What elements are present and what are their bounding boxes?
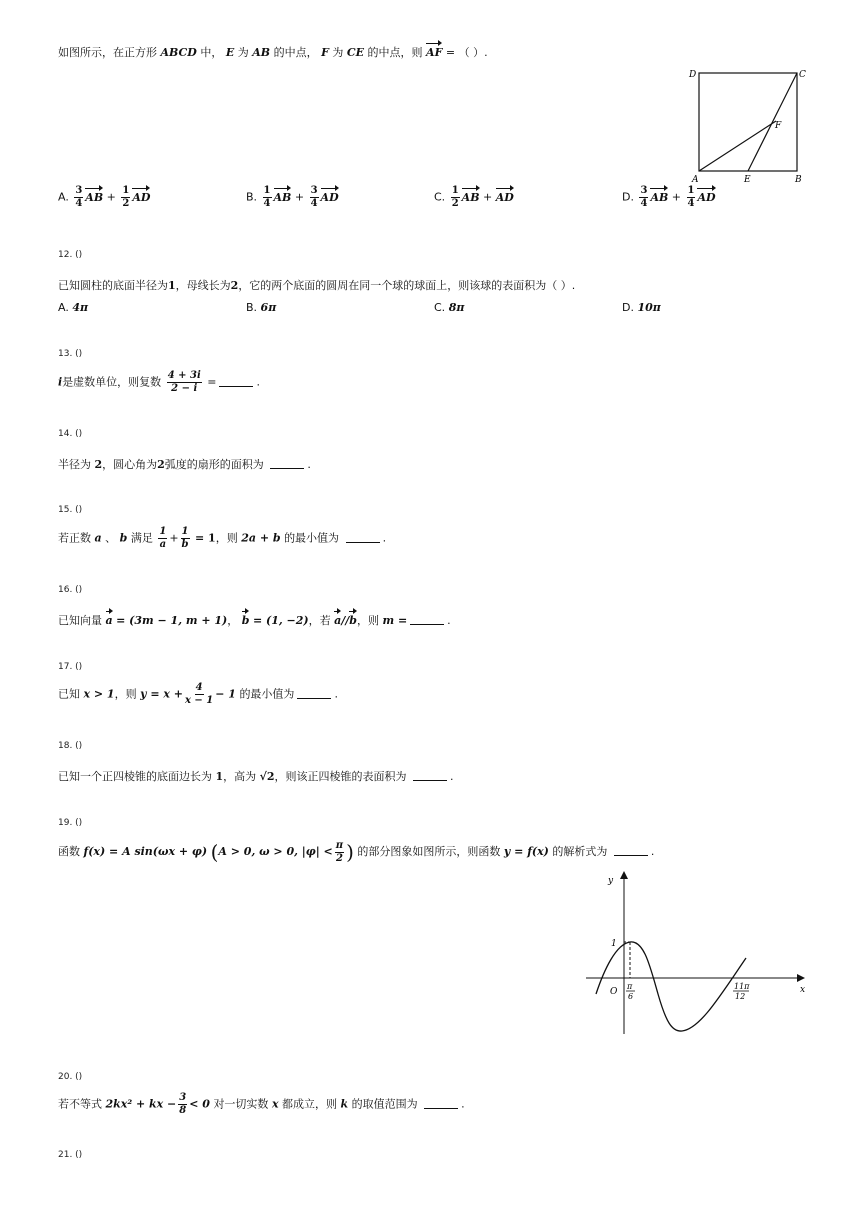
q12-stem: 已知圆柱的底面半径为1，母线长为2，它的两个底面的圆周在同一个球的球面上，则该球的表面积为（ ）. [58,279,576,292]
q12-number: 12. () [58,250,83,260]
square-figure [684,64,812,188]
q11-option-c[interactable]: C. $\frac{1}{2}$ AB + AD [434,185,514,209]
vector-af: AF [426,46,443,59]
tick-label-12: 12 [735,992,746,1001]
q17-number: 17. () [58,662,83,672]
line-af [699,121,776,171]
q11-option-d[interactable]: D. $\frac{3}{4}$ AB + $\frac{1}{4}$ AD [622,185,716,209]
q14-number: 14. () [58,429,83,439]
q18-stem: 已知一个正四棱锥的底面边长为 1，高为 √2，则该正四棱锥的表面积为 . [58,770,454,783]
tick-label-pi: π [627,982,633,991]
label-b: B [795,175,802,185]
q16-number: 16. () [58,585,83,595]
q17-stem: 已知 x > 1，则 y = x + $\frac{4}{x - 1}$ − 1 的最小值为 . [58,682,338,706]
label-a: A [692,175,699,185]
q15-stem: 若正数 a 、 b 满足 $\frac{1}{a}$ + $\frac{1}{b}$ = 1，则 2a + b 的最小值为 . [58,526,387,550]
label-f: F [775,121,782,131]
q12-option-c[interactable]: C. 8π [434,301,465,314]
q11-option-a[interactable]: A. $\frac{3}{4}$ AB + $\frac{1}{2}$ AD [58,185,151,209]
tick-label-one: 1 [611,939,617,949]
q14-stem: 半径为 2，圆心角为2弧度的扇形的面积为 . [58,458,311,471]
sine-graph [582,866,810,1038]
q20-number: 20. () [58,1072,83,1082]
q11-option-b[interactable]: B. $\frac{1}{4}$ AB + $\frac{3}{4}$ AD [246,185,339,209]
q18-number: 18. () [58,741,83,751]
q12-option-d[interactable]: D. 10π [622,301,661,314]
sine-curve [596,942,746,1031]
q19-answer-blank[interactable] [614,855,648,856]
q13-stem: i是虚数单位，则复数 $\frac{4 + 3i}{2 - i}$ = . [58,370,260,394]
y-axis-label: y [608,876,614,886]
q16-answer-blank[interactable] [410,624,444,625]
q19-number: 19. () [58,818,83,828]
q19-stem: 函数 f(x) = A sin(ωx + φ) (A > 0, ω > 0, |φ| < $\frac{\pi}{2}$ ) 的部分图象如图所示，则函数 y = f(x) 的解析式为 . [58,839,655,864]
square-outline [699,73,797,171]
origin-label: O [610,987,618,997]
label-c: C [799,70,806,80]
tick-label-11pi: 11π [734,982,750,991]
q15-answer-blank[interactable] [346,542,380,543]
q20-answer-blank[interactable] [424,1108,458,1109]
label-e: E [744,175,751,185]
q14-answer-blank[interactable] [270,468,304,469]
q13-answer-blank[interactable] [219,386,253,387]
q12-option-a[interactable]: A. 4π [58,301,89,314]
q21-number: 21. () [58,1150,83,1160]
q15-number: 15. () [58,505,83,515]
q20-stem: 若不等式 2kx² + kx − $\frac{3}{8}$ < 0 对一切实数 x 都成立，则 k 的取值范围为 . [58,1092,465,1116]
q18-answer-blank[interactable] [413,780,447,781]
line-ec [748,73,797,171]
label-d: D [689,70,697,80]
q13-number: 13. () [58,349,83,359]
x-axis-label: x [800,985,806,995]
q16-stem: 已知向量 a = (3m − 1, m + 1)， b = (1, −2)，若 a//b，则 m = . [58,614,451,627]
tick-label-six: 6 [628,992,634,1001]
q11-stem: 如图所示，在正方形 ABCD 中， E 为 AB 的中点， F 为 CE 的中点，则 AF = （ ）. [58,46,488,59]
q17-answer-blank[interactable] [297,698,331,699]
q12-option-b[interactable]: B. 6π [246,301,277,314]
